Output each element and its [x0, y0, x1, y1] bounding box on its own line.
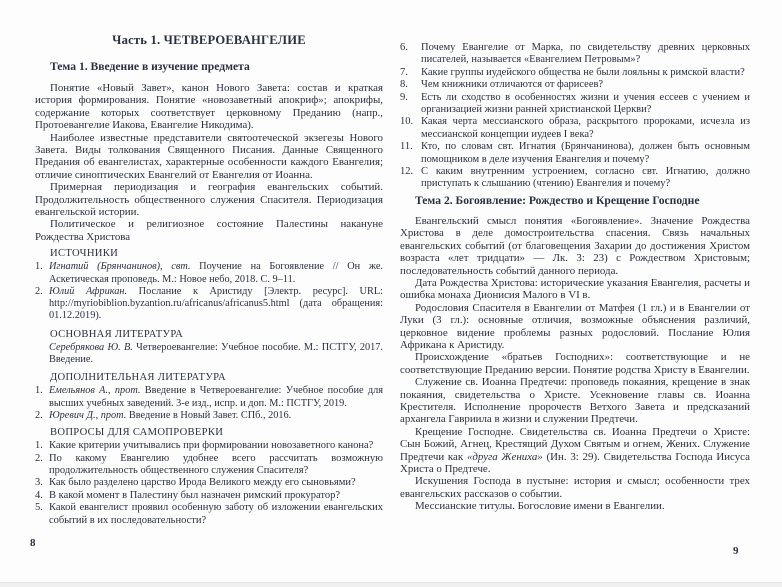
paragraph: Дата Рождества Христова: исторические указания Евангелия, расчеты и ошибка монаха Дионисия Малого в VI в. [400, 276, 750, 302]
bib-author: Юревич Д., прот. [49, 409, 127, 421]
paragraph: Понятие «Новый Завет», канон Нового Завета: состав и краткая история формирования. Понятие «новозаветный апокриф»; апокрифы, содержание которых соответствует церковному Преданию (напр., Протоевангелие Иакова, Евангелие Никодима). [35, 82, 383, 132]
source-item [35, 261, 383, 286]
list-number: 1. [35, 440, 43, 452]
paragraph: Искушения Господа в пустыне: история и смысл; особенности трех евангельских рассказов о событии. [400, 475, 750, 500]
list-number: 6. [400, 42, 408, 53]
question-item [400, 42, 750, 67]
bib-author: Емельянов А., прот. [49, 385, 141, 397]
literature-entry [49, 385, 383, 410]
list-number: 12. [400, 166, 414, 178]
paragraph: Происхождение «братьев Господних»: соответствующие и не соответствующие Преданию версии. Понятие родства Христу в Евангелии. [400, 351, 750, 376]
question-item [35, 490, 383, 502]
bib-text: Послание к Аристиду [Электр. ресурс]. URL: http://myriobiblion.byzantion.ru/africanus/africanus5.html (дата обращения: 01.12.2019). [49, 285, 383, 322]
literature-entry [49, 410, 383, 422]
list-number: 4. [35, 489, 43, 501]
source-item [35, 286, 383, 323]
question-text: В какой момент в Палестину был назначен римский прокуратор? [49, 489, 341, 501]
list-number: 5. [35, 502, 43, 514]
list-number: 10. [400, 116, 414, 128]
list-number: 2. [35, 409, 43, 421]
question-text: Какие группы иудейского общества не были лояльны к римской власти? [421, 66, 745, 78]
question-item [400, 166, 750, 191]
list-number: 2. [35, 452, 43, 464]
bib-text: Четвероевангелие: Учебное пособие. М.: ПСТГУ, 2017. Введение. [49, 341, 383, 366]
question-item [400, 92, 750, 117]
question-item [35, 477, 383, 489]
list-number: 9. [400, 91, 408, 103]
list-number: 2. [35, 285, 43, 297]
question-text: Какая черта мессианского образа, раскрытого пророками, исчезла из мессианской концепции иудеев I века? [421, 116, 750, 140]
paragraph: Политическое и религиозное состояние Палестины накануне Рождества Христова [35, 218, 383, 243]
question-text: Почему Евангелие от Марка, по свидетельству древних церковных писателей, называется «Евангелием Петровым»? [421, 42, 750, 66]
literature-item [35, 385, 383, 410]
paragraph: Родословия Спасителя в Евангелии от Матфея (1 гл.) и в Евангелии от Луки (3 гл.): основные отличия, возможные объяснения различий, церковное видение проблемы разных родословий. Послание Юлия Африкана к Аристиду. [400, 301, 750, 351]
question-text: Какие критерии учитывались при формировании новозаветного канона? [49, 440, 374, 452]
quoted-phrase: «друга Жениха» [466, 450, 543, 463]
question-item [35, 453, 383, 478]
question-text: Как было разделено царство Ирода Великого между его сыновьями? [49, 477, 356, 489]
questions-list-continued [400, 0, 750, 191]
list-number: 1. [35, 385, 43, 397]
list-number: 11. [400, 141, 413, 153]
bib-author: Юлий Африкан. [49, 285, 128, 297]
paragraph: Наиболее известные представители святоотеческой экзегезы Нового Завета. Виды толкования Священного Писания. Данные Священного Предания об евангелистах, характерные особенности каждого Евангелия; отличие синоптических Евангелий от Евангелия от Иоанна. [35, 131, 383, 181]
literature-item [35, 410, 383, 422]
question-item [35, 502, 383, 527]
question-item [400, 67, 750, 79]
list-number: 7. [400, 66, 408, 78]
self-check-questions-heading: ВОПРОСЫ ДЛЯ САМОПРОВЕРКИ [50, 427, 224, 439]
bib-author: Серебрякова Ю. В. [49, 341, 133, 353]
paragraph-text: Крещение Господне. Свидетельства св. Иоанна Предтечи о Христе: Сын Божий, Агнец, Крестящий Духом Святым и огнем, Жених. Служение Предтечи как [400, 425, 750, 463]
part-title: Часть 1. ЧЕТВЕРОЕВАНГЕЛИЕ [112, 33, 306, 47]
list-number: 1. [35, 261, 43, 273]
right-page [400, 0, 750, 581]
left-page [35, 0, 383, 581]
sources-heading: ИСТОЧНИКИ [50, 248, 119, 260]
topic-2-heading: Тема 2. Богоявление: Рождество и Крещение Господне [415, 193, 700, 207]
bib-text: Введение в Новый Завет. СПб., 2016. [126, 409, 292, 421]
paragraph: Евангельский смысл понятия «Богоявление». Значение Рождества Христова в деле домостроительства спасения. Связь начальных евангельских событий (от благовещения Захарии до достижения Христом возраста «лет тридцати» — Лк. 3: 23) с Рождеством Христовым; последовательность событий данного периода. [400, 214, 750, 277]
source-entry [49, 261, 383, 286]
question-text: Какой евангелист проявил особенную заботу об изложении евангельских событий в их последовательности? [49, 502, 383, 526]
paragraph: Примерная периодизация и география евангельских событий. Продолжительность общественного служения Спасителя. Периодизация евангельской истории. [35, 181, 383, 219]
literature-entry [49, 342, 383, 367]
paragraph-baptism [400, 426, 750, 476]
question-item [400, 79, 750, 91]
questions-list [35, 440, 383, 527]
question-item [400, 141, 750, 166]
question-item [400, 116, 750, 141]
question-text: С каким внутренним устроением, согласно свт. Игнатию, должно приступать к слышанию (чтению) Евангелия и почему? [421, 166, 750, 190]
topic-1-heading: Тема 1. Введение в изучение предмета [50, 60, 250, 73]
paragraph: Служение св. Иоанна Предтечи: проповедь покаяния, крещение в знак покаяния, свидетельства о Христе. Усекновение главы св. Иоанна Крестителя. Исполнение пророчеств Ветхого Завета и предсказаний архангела Гавриила в жизни и служении Предтечи. [400, 376, 750, 426]
question-text: Есть ли сходство в особенностях жизни и учения ессеев с учением и организацией жизни ранней христианской Церкви? [421, 91, 750, 116]
paragraph-text: (Ин. 3: 29). Свидетельства Господа Иисуса Христа о Предтече. [400, 450, 750, 475]
question-text: Чем книжники отличаются от фарисеев? [421, 79, 604, 91]
question-item [35, 440, 383, 452]
page-number-right: 9 [733, 545, 739, 557]
page-number-left: 8 [30, 537, 36, 549]
source-entry [49, 286, 383, 323]
list-number: 3. [35, 477, 43, 489]
additional-literature-heading: ДОПОЛНИТЕЛЬНАЯ ЛИТЕРАТУРА [50, 372, 226, 384]
paragraph: Мессианские титулы. Богословие имени в Евангелии. [415, 500, 665, 513]
bib-author: Игнатий (Брянчанинов), свт. [49, 261, 191, 273]
bib-text: Введение в Четвероевангелие: Учебное пособие для высших учебных заведений. 3-е изд., испр. и доп. М.: ПСТГУ, 2019. [49, 385, 384, 409]
list-number: 8. [400, 79, 408, 91]
question-text: Кто, по словам свт. Игнатия (Брянчанинова), должен быть основным помощником в деле изучения Евангелия и почему? [421, 141, 750, 165]
bib-text: Поучение на Богоявление // Он же. Аскетическая проповедь. М.: Новое небо, 2018. С. 9–11. [49, 261, 383, 285]
scan-bottom-edge [0, 582, 782, 587]
question-text: По какому Евангелию удобнее всего рассчитать возможную продолжительность общественного служения Спасителя? [49, 452, 383, 477]
main-literature-heading: ОСНОВНАЯ ЛИТЕРАТУРА [50, 328, 184, 340]
